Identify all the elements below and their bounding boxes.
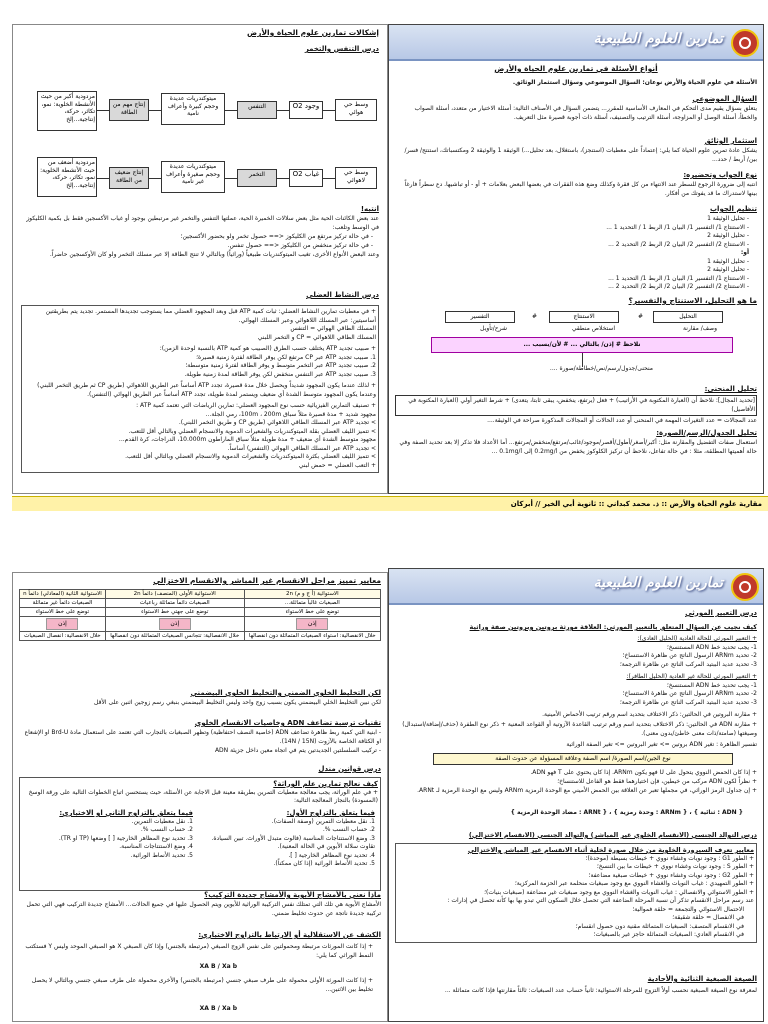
table-row bbox=[20, 590, 381, 599]
organize-line: - الاستنتاج 1/ التفسير 1/ البيان 1/ الربط 1/ التحديد 1 ... bbox=[608, 274, 749, 282]
diagram-bottom: منحنى/جدول/رسم/نص/خطاطة/صورة .... bbox=[549, 365, 653, 372]
school-logo-icon bbox=[731, 29, 759, 57]
subsection-linkage: الكشف عن الاستقلالية أو الارتباط بالتزاوج الاختباري: bbox=[198, 931, 381, 939]
organize-line: - تحليل الوثيقة 1 bbox=[707, 215, 749, 222]
table-row bbox=[20, 599, 381, 608]
muscle-line: + صبيب تجديد ATP يختلف حسب الطرق (الصبيب هو كمية ATP بالنسبة لوحدة الزمن): bbox=[159, 345, 376, 352]
badge: إذن bbox=[159, 618, 191, 630]
table-cell: خلال الانفصالية: انفصال الصبغيات bbox=[20, 632, 106, 641]
page-theory bbox=[388, 24, 764, 494]
organize-line: - الاستنتاج 2/ التفسير 2/ البيان 2/ الربط 2/ التحديد 2 ... bbox=[608, 283, 749, 290]
block-line: 3- تحديد عديد الببتيد المركب الناتج عن ظاهرة الترجمة؛ bbox=[619, 698, 757, 706]
legend-line: { ADN : ثنائية } ، { ARNm : وحدة رمزية } ، { ARNt : مضاد الوحدة الرمزية } bbox=[510, 809, 743, 816]
section-objective-title: السؤال الموضوعي bbox=[692, 95, 757, 103]
note-line: + إن جداول الرمز الوراثي، في مجملها تعبر عن العلاقة بين الحمض الأميني مع الوحدة الرمزية ARNm وليس مع الوحدة الرمزية لـ ARNt. bbox=[417, 787, 757, 794]
phase-line: + الطور G1 : وجود نويات وغشاء نووي + خيطات بسيطة (موحدة)؛ bbox=[585, 854, 754, 862]
page-problems bbox=[12, 24, 388, 494]
dna-line: - تركيب السلسلتين الجديدتين يتم في اتجاه معين داخل جزيئة ADN bbox=[214, 747, 381, 754]
badge: إذن bbox=[46, 618, 78, 630]
diagram-desc: وصف/ مقارنة bbox=[683, 325, 717, 332]
genotype: XA B / Xa b bbox=[199, 963, 237, 970]
section-docs-title: استثمار الوثائق bbox=[704, 137, 757, 145]
cross-step: 2. حساب النسب %. bbox=[140, 826, 193, 833]
muscle-line: + تصنيف التمارين الفيزيائية حسب نوع المجهود العضلي: تمارين الرياضات التي تعتمد كمية ATP : bbox=[136, 402, 376, 409]
page-meiosis bbox=[12, 572, 388, 1022]
organize-line: - تحليل الوثيقة 1 bbox=[707, 257, 749, 265]
intro-text: الأسئلة في علوم الحياة والأرض نوعان: السؤال الموضوعي وسؤال استثمار الوثائق. bbox=[512, 79, 757, 86]
muscle-line: مجهود متوسط الشدة أي ضعيف + مدة طويلة مثلاً سباق الماراطون 10.000m، الدراجات، كرة القدم... bbox=[118, 436, 376, 443]
table-header: الاستوائية (أ ج و م) 2n bbox=[244, 590, 380, 599]
subsection-dna: تقنيات ترسبة تضاعف ADN وخاصيات الانقسام الخلوي bbox=[194, 719, 381, 727]
school-logo-icon bbox=[731, 573, 759, 601]
note-line: - في حالة تركيز مرتفع من الكليكوز <== حصول تخمر ولو بحضور الأكسجين؛ bbox=[180, 233, 373, 240]
cross-step: 1. نقل معطيات التمرين. bbox=[131, 817, 193, 825]
flow-arrow bbox=[97, 110, 109, 111]
block-title: + التعبير المورثي للحالة العادية (الحليل العادي): bbox=[637, 635, 757, 642]
block-normal bbox=[395, 635, 757, 669]
table-cell bbox=[20, 617, 106, 632]
section-analysis-title: ما هو التحليل، الاستنتاج والتفسير؟ bbox=[628, 296, 757, 305]
block-title: + التعبير المورثي للحالة غير العادية (الحليل الطافر): bbox=[626, 673, 757, 680]
meiosis-table bbox=[19, 589, 381, 641]
section-curve-body2: عدد المجالات = عدد التغيرات المهمة في المنحنى أو عدد الحالات أو المجالات المذكورة صراحة في الوثيقة.... bbox=[487, 417, 757, 424]
section-ploidy-body: لمعرفة نوع الصيغة الصبغية نحسب أولاً التزوج للمرحلة الاستوائية: ثانياً حساب عدد الصبغيات: ثالثاً مقارنتها فإذا كانت متماثلة ... bbox=[444, 987, 757, 994]
flow-arrow bbox=[225, 110, 237, 111]
subsection-respiration: درس التنفس والتخمر bbox=[304, 45, 379, 53]
note-title: انتبه! bbox=[360, 205, 379, 213]
diagram-analysis: التحليل bbox=[653, 311, 723, 323]
flow-arrow bbox=[277, 178, 289, 179]
muscle-body bbox=[21, 305, 379, 473]
phase-line: عند رسم مراحل الانقسام تذكر أن نسبة المرحلة الضاعفة التي تحصل خلال السكون التي تبدو بها بها كأنه تحصل في إدارات : bbox=[447, 897, 754, 904]
flow-arrow bbox=[323, 178, 335, 179]
note-line: + نظراً لكون ADN مركب من خيطين، فإن اختيارهما فقط هو الفاعل للاستنساخ؛ bbox=[557, 778, 757, 785]
flow-arrow bbox=[323, 110, 335, 111]
phase-line: في الانفصال = حلقة شقيقة؛ bbox=[672, 914, 744, 921]
phase-line: + الطور G2 : وجود نويات وغشاء نووي + خيطات صبغية مضاعفة؛ bbox=[588, 871, 754, 879]
section-docs-body: يشكل عادة تمرين علوم الحياة كما يلي: إعتماداً على معطيات (استنجز)، باستغلال، بعد تحليل...) الوثيقة 1 والوثيقة 2 ومكتسباتك، استنتج/ فسر/ بين/ أربط / حدد... bbox=[404, 147, 757, 163]
note-line: وعند البعض الأنواع الأخرى، تغيب الميتوكندريات طبيعياً (وراثياً) وبالتالي لا تنتج الطاقة إلا عبر مسلك التخمر ولو كان الأوكسجين حاضراً. bbox=[49, 251, 379, 258]
cross-step: 3. وضع الاستنتاجات المناسبة (فالوت متبدل الأوراث. تبين السيادة. تقاوت سلالة الأبوين في الحالة المعنية). bbox=[211, 834, 375, 850]
ferm-process: التخمر bbox=[237, 169, 277, 187]
linkage-line: + إذا كانت المورثة الأولى محمولة على طرف صبغي جنسي (مرتبطة بالجنس) والأخرى محمولة على طرف صبغي جنسي وبالتالي لا يحصل تخليط بين الاثنين... bbox=[31, 977, 373, 993]
phase-line: في الانقسام العادي: الصبغيات المتماثلة حاجز غير بالصبغيات؛ bbox=[593, 931, 744, 938]
muscle-line: + لذلك عندما يكون المجهود شديداً ويحصل خلال مدة قصيرة، تجدد ATP أساساً عبر الطريق اللاهوائي (طريق CP ثم طريق التخمر اللبني) وعندما يكون المجهود متوسط الشدة أي ضعيف ويستمر لمدة طويلة، تجدد ATP أساساً عبر الطريق الهوائي (التنفس). bbox=[37, 382, 376, 398]
ferm-o2: غياب O2 bbox=[289, 169, 323, 187]
crossing-body: لكن نبين التخليط الخلي البيضمني يكون بسبب زوج واحد وليس التخليط البيضمني بنبغي رسم زوجين اثنين على الأقل bbox=[94, 699, 381, 706]
section-ploidy-title: الصيغة الصبغية الثنائية والأحادية bbox=[647, 975, 757, 983]
table-row bbox=[20, 632, 381, 641]
muscle-line: > تجديد ATP عبر المسلك الطاقي اللاهوائي (طريق CP و طريق التخمر اللبني). bbox=[178, 419, 376, 426]
table-row bbox=[20, 608, 381, 617]
block-line: 1- يجب تحديد خط ADN المستنسخ؛ bbox=[666, 643, 757, 651]
organize-line: - الاستنتاج 2/ التفسير 2/ البيان 2/ الربط 2/ التحديد 2 ... bbox=[608, 240, 749, 248]
section-table-body: استعمال صفات التفضيل والمقارنة مثل: أكبر/أصغر/أطول/أقصر/موجود/غائب/مرتفع/منخفض/مرتفع... أما الأعداد فلا تذكر إلا بعد تحديد الصفة وفي حالة أهميتها المطلقة، مثلا : في حالة تفاعل، نلاحظ أن تركيز الكلوكوز يخفض من 0.2mg/l إلى 0.1mg/l ... bbox=[399, 439, 757, 455]
muscle-line: 2. صبيب تجديد ATP عبر التخمر متوسط و يوفر الطاقة لفترة زمنية متوسطة؛ bbox=[185, 362, 376, 369]
page-title: درس التعبير المورثي bbox=[685, 609, 757, 617]
phase-line: + الطور الاستوائي والانفصالي : غياب النويات والغشاء النووي مع وجود صبغيات غير مضاعفة (صبغيات بنيات)؛ bbox=[484, 888, 754, 896]
diagram-deduction: الاستنتاج bbox=[549, 311, 619, 323]
dna-line: - ابنية التي كمية ربط ظاهرة تضاعف ADN (خاصية النصف احتفاظية) وتظهر الصبغيات بالتجارب التي تعتمد على استعمال مادة Brd-U او الإشعاع او الكثافة الخاصة بالآزوت (14N / 15N). bbox=[24, 729, 381, 745]
page-title: أنواع الأسئلة في تمارين علوم الحياة والأرض bbox=[494, 64, 658, 73]
table-cell: الصبغيات غالباً متماثلة... bbox=[244, 599, 380, 608]
cross-title: فيما يتعلق بالتزاوج الثاني او الاختباري: bbox=[59, 809, 193, 817]
muscle-line: مجهود شديد + مدة قصيرة مثلاً سباق 100m ، 200m، رمي الجلة... bbox=[205, 410, 376, 418]
flow-arrow bbox=[277, 110, 289, 111]
cross-step: 1. نقل معطيات التمرين (وصفة الصفات). bbox=[271, 817, 375, 825]
resp-mito: ميتوكندريات عديدة وحجم كبيرة وأعراف نامية bbox=[161, 93, 225, 125]
badge: إذن bbox=[296, 618, 328, 630]
linkage-line: + إذا كانت المورثات مرتبطة ومحمولتين على نفس الزوج الصبغي (مرتبطة بالجنس) وإذا كان الصبغي X هو الصبغي الموحد وليس Y فستكتب النمط الوراثي كما يلي: bbox=[25, 943, 373, 959]
table-cell: الصبغيات دائماً غير متماثلة bbox=[20, 599, 106, 608]
flow-arrow bbox=[97, 178, 109, 179]
table-cell: الصبغيات دائماً متماثلة رباعيات bbox=[105, 599, 244, 608]
diagram-bar: نلاحظ # إذن/ بالتالي ... # لأن/بسبب ... bbox=[431, 337, 733, 353]
page-header bbox=[389, 25, 763, 61]
header-title: تمارين العلوم الطبيعية bbox=[593, 31, 723, 47]
block-mutant bbox=[395, 673, 757, 707]
page-header bbox=[389, 569, 763, 605]
resp-medium: وسط حي هوائي bbox=[335, 99, 377, 121]
cross-step: 4. تحديد نوع المظاهر الخارجية [ ]. bbox=[288, 851, 375, 859]
block-line: 2- تحديد ARNm الرسول الناتج عن ظاهرة الاستنساخ؛ bbox=[622, 652, 757, 659]
subsection-gametes: ماذا نعني بالأمشاج الأبوية والأمشاج جديدة التركيب؟ bbox=[204, 891, 381, 899]
table-cell: توضع على خط الاستواء bbox=[244, 608, 380, 617]
reproduction-question: معايير تعرف السيرورة الخلوية من خلال صورة لخلية أثناء الانقسام غير المباشر والاختزالي bbox=[467, 846, 754, 854]
organize-line: - تحليل الوثيقة 2 bbox=[707, 266, 749, 273]
diagram-explain2: شرح/تأويل bbox=[480, 325, 507, 332]
flow-arrow bbox=[225, 178, 237, 179]
mendel-question: كيف نعالج تمارين علم الوراثة؟ bbox=[273, 780, 378, 788]
table-cell: خلال الانفصالية: تتجانس الصبغيات المتماثلة دون انفصالها bbox=[105, 632, 244, 641]
note-body: عند بعض الكائنات الحية مثل بعض سلالات الخميرة الحية، عملتها التنفس والتخمر غير مرتبطين بوجود أو غياب الأكسجين فقط بل بكمية الكليكوز في الوسط وتلعب: bbox=[26, 215, 379, 231]
phase-line: + الطور التمهيدي : غياب النويات والغشاء النووي مع وجود صبغيات منحلمة عبر الحزمة المركزية؛ bbox=[514, 880, 754, 887]
cross-second bbox=[25, 809, 193, 860]
mendel-line: + في علم الوراثة، يجب معالجة معطيات التمرين بطريقة معينة قبل الاجابة عن الأسئلة، حيث يستحسن اتباع الخطوات التالية على ورقة الوسخ (المسودة) بالنجاز المعالجة التالية: bbox=[28, 788, 378, 804]
table-row bbox=[20, 617, 381, 632]
footer-text: مقاربة علوم الحياة والأرض :: ذ. محمد كبداني :: ثانوية أبي الخير // أبركان bbox=[510, 500, 762, 508]
flow-arrow bbox=[149, 110, 161, 111]
reproduction-box bbox=[395, 843, 757, 943]
muscle-line: المسلك الطاقي اللاهوائي = CP و التخمر اللبني bbox=[257, 333, 376, 341]
table-cell: توضع على خط الاستواء bbox=[20, 608, 106, 617]
cross-first bbox=[205, 809, 375, 869]
muscle-line: > تتميز الليف العضلي بقلة الميتوكندريات والشعيرات الدموية والانسجام العضلي وبالتالي أقل للتعب. bbox=[128, 427, 376, 435]
organize-list bbox=[395, 215, 749, 292]
resp-energy: إنتاج مهم من الطاقة bbox=[109, 99, 149, 121]
muscle-line: + التعب العضلي = حمض لبني bbox=[298, 461, 376, 469]
table-header: الاستوائية الأولى (المنصف) دائماً 2n bbox=[105, 590, 244, 599]
section-answer-title: نوع الجواب وتحضيره: bbox=[683, 171, 757, 179]
genotype: XA B / Xa b bbox=[199, 1005, 237, 1012]
section-table-title: تحليل الجدول/الرسم/الصورة: bbox=[656, 429, 757, 437]
page-title: معايير تمييز مراحل الانقسام غير المباشر والانقسام الاختزالي bbox=[153, 576, 381, 585]
muscle-line: + في معطيات تمارين النشاط العضلي: ثبات كمية ATP قبل وبعد المجهود العضلي مما يستوجب تجديدها المستمر. تجديد يتم بطريقتين أساسيتين: عبر المسلك اللاهوائي وعبر المسلك الهوائي. bbox=[45, 308, 376, 324]
section-organize-title: تنظيم الجواب bbox=[710, 205, 757, 213]
cross-step: 5. تحديد الأنماط الوراثية. bbox=[130, 851, 193, 859]
ferm-mito: ميتوكندريات عديدة وحجم صغيرة وأعراف غير نامية bbox=[161, 161, 225, 193]
organize-line: - الاستنتاج 1/ التفسير 1/ البيان 1/ الربط 1 / التحديد 1 ... bbox=[606, 223, 749, 231]
cross-step: 4. وضع الاستنتاجات المناسبة. bbox=[119, 843, 193, 850]
resp-process: التنفس bbox=[237, 101, 277, 119]
subsection-mendel: درس قوانين مندل bbox=[318, 765, 381, 773]
table-cell bbox=[244, 617, 380, 632]
chain-box: نوع الجين/اسم الصورة/ اسم الصفة وعلاقة المسؤولة عن حدوث الصفة bbox=[433, 753, 733, 765]
phase-line: في الانقسام المتصف: الصبغيات المتماثلة مقنية دون حصول انقسام؛ bbox=[575, 922, 744, 930]
cross-step: 5. تحديد الأنماط الوراثية (إذا كان ممكناً). bbox=[273, 860, 375, 867]
diagram-hash: # bbox=[637, 313, 643, 320]
resp-result: مردودية أكبر من حيث الأنشطة الخلوية: نمو، تكاثر، حركة، إنتاجية...إلخ bbox=[37, 91, 97, 131]
header-title: تمارين العلوم الطبيعية bbox=[593, 575, 723, 591]
table-cell: توضع على جهتي خط الاستواء bbox=[105, 608, 244, 617]
muscle-line: > تجديد ATP عبر المسلك الطاقي الهوائي (التنفس) أساساً. bbox=[227, 444, 376, 452]
compare-line: تفسير الظاهرة : تغير ADN بروتين => تغير البروتين => تغير الصفة الوراثية bbox=[566, 741, 757, 748]
phase-line: الاحتمال الاستوائي والتجمعة = حلقة فموالية؛ bbox=[632, 905, 744, 913]
page-gene-expression bbox=[388, 568, 764, 1022]
ferm-energy: إنتاج ضعيف من الطاقة bbox=[109, 167, 149, 189]
footer-bar bbox=[12, 496, 768, 511]
section-curve-body: [تحديد المجال]: نلاحظ أن (العبارة المكتوبة في الأراتيب) + فعل (يرتفع، ينخفض، يبقى ثابتا، يتعدى) + شرط التغير أولي (العبارة المكتوبة في الأفاصيل) bbox=[395, 395, 757, 416]
compare-line: + مقارنة البروتين في الحالتين: ذكر الاختلاف بتحديد اسم ورقم ترتيب الأحماض الأمينية. bbox=[542, 711, 757, 718]
organize-line: - تحليل الوثيقة 2 bbox=[707, 232, 749, 239]
table-cell bbox=[105, 617, 244, 632]
muscle-line: المسلك الطاقي الهوائي = التنفس bbox=[290, 325, 376, 332]
note-line: + إذا كان الحمض النووي يتحول على U فهو يكون ARNm. إذا كان يحتوي على T فهو ADN. bbox=[530, 769, 757, 776]
question-gene: كيف نجيب عن السؤال المتعلق بالتعبير المورثي: العلاقة مورثة بروتين وبروتين صفة وراثية bbox=[469, 623, 757, 631]
block-line: 3- تحديد عديد الببتيد المركب الناتج عن ظاهرة الترجمة؛ bbox=[619, 660, 757, 668]
table-header: الاستوائية الثانية (المعادلي) دائماً n bbox=[20, 590, 106, 599]
section-curve-title: تحليل المنحنى: bbox=[704, 385, 757, 393]
subsection-muscle: درس النشاط العضلي bbox=[306, 291, 379, 299]
muscle-line: > تتميز الليف العضلي بكثرة الميتوكندريات والشعيرات الدموية والانسجام العضلي وبالتالي أقل للتعب. bbox=[125, 453, 376, 460]
note-line: - في حالة تركيز منخفض من الكليكوز <== حصول تنفس. bbox=[227, 242, 373, 249]
cross-title: فيما يتعلق بالتزاوج الأول: bbox=[286, 809, 375, 817]
ferm-medium: وسط حي لاهوائي bbox=[335, 167, 377, 189]
cross-step: 3. تحديد نوع المظاهر الخارجية [ ] وضعها (TP او TR). bbox=[58, 834, 193, 842]
organize-line: أو: bbox=[740, 249, 749, 256]
muscle-line: 1. صبيب تجديد ATP عبر CP مرتفع لكن يوفر الطاقة لفترة زمنية قصيرة؛ bbox=[196, 353, 376, 361]
flow-arrow bbox=[149, 178, 161, 179]
diagram-extract: استخلاص منطقي bbox=[571, 325, 615, 332]
subsection-crossing: لكن التخليط الخلوي الضمني والتخليط الخلوي البيضمني bbox=[190, 689, 381, 697]
block-line: 1- يجب تحديد خط ADN المستنسخ؛ bbox=[666, 681, 757, 689]
section-objective-body: يتعلق بسؤال يقيم مدى التحكم في المعارف الأساسية للمقرر... يتضمن السؤال في الأصناف التالية: أسئلة الاختيار من متعدد، أسئلة الصواب والخطأ، أسئلة الوصل أو المزاوجة، أسئلة الترتيب والتصنيف، أسئلة ذات أجوبة قصيرة مثل التعريف. bbox=[414, 105, 757, 121]
muscle-line: 3. صبيب تجديد ATP عبر التنفس منخفض لكن يوفر الطاقة لمدة زمنية طويلة. bbox=[184, 370, 376, 378]
diagram-hash: # bbox=[531, 313, 537, 320]
section-answer-body: انتبه إلى ضرورة الرجوع للسطر عند الانتهاء من كل فقرة وكذلك وضع هذه الفقرات في بعضها البعض بعلامات + أو - أو تباشيها. دع سطراً فارغاً بينها لاستدراك ما قد يفوتك من أفكار. bbox=[404, 181, 757, 197]
phase-line: + الطور S : وجود نويات وغشاء نووي + خيطات ما بين التنسخ؛ bbox=[596, 863, 754, 870]
resp-o2: وجود O2 bbox=[289, 101, 323, 119]
table-cell: خلال الانفصالية: استواء الصبغيات المتماثلة دون انفصالها bbox=[244, 632, 380, 641]
diagram-explain: التفسير bbox=[445, 311, 515, 323]
ferm-result: مردودية أضعف من حيث الأنشطة الخلوية: نمو، تكاثر، حركة، إنتاجية...إلخ bbox=[37, 157, 97, 197]
cross-step: 2. حساب النسب %. bbox=[322, 826, 375, 833]
section-reproduction-title: درس التوالد الجنسي (الانقسام الخلوي غير المباشر) والتوالد الجنسي (الانقسام الاختزالي) bbox=[468, 831, 757, 839]
page-title: إشكالات تمارين علوم الحياة والأرض bbox=[247, 28, 379, 37]
block-line: 2- تحديد ARNm الرسول الناتج عن ظاهرة الاستنساخ؛ bbox=[622, 690, 757, 697]
gametes-body: الأمشاج الأبوية هي تلك التي تمتلك نفس التركيبة الوراثية للأبوين ويتم الحصول عليها في جميع الحالات... الأمشاج جديدة التركيب فهي التي تحمل تركيبة جديدة ناتجة عن حدوث تخليط ضمني. bbox=[26, 901, 381, 917]
compare-line: + مقارنة ADN في الحالتين: ذكر الاختلاف بتحديد اسم ورقم ترتيب القاعدة الآزوتية أو القواعد المعنية + ذكر نوع الطفرة (حذف/إضافة/استبدال) وصيغتها (صامتة/ذات معنى خاطئ/بدون معنى). bbox=[402, 721, 757, 737]
